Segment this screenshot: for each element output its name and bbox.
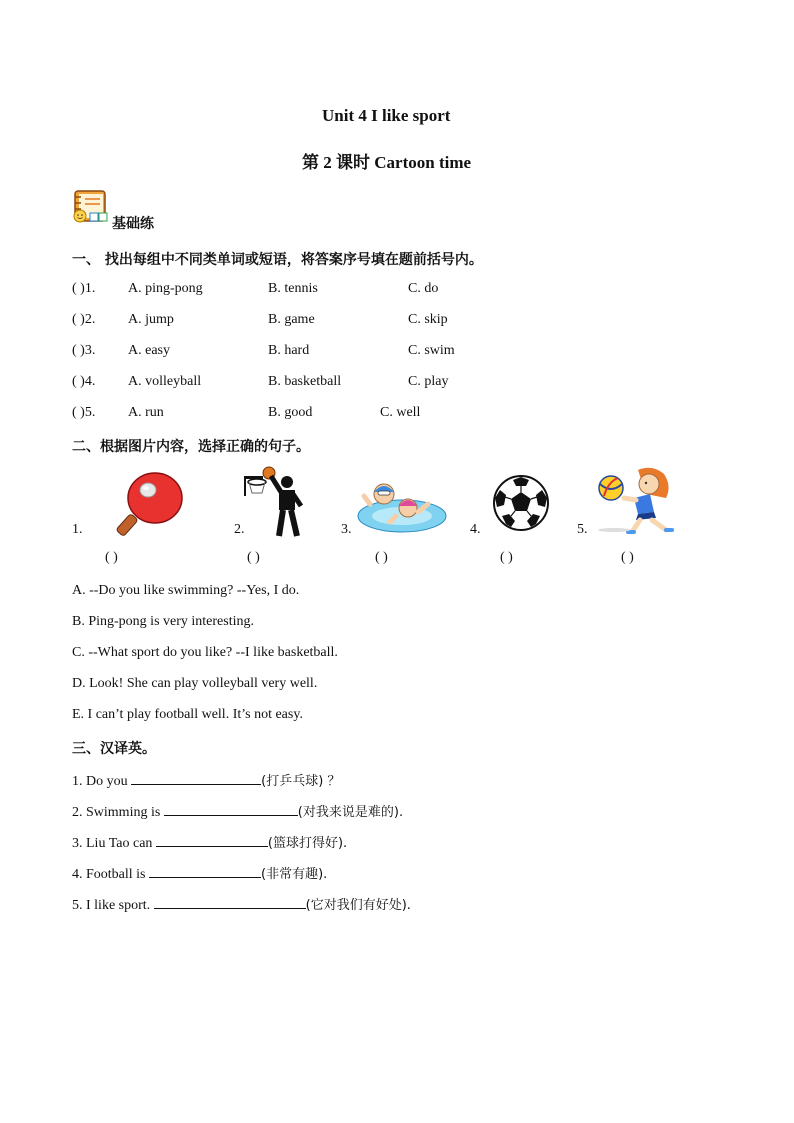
section1-heading: 一、 找出每组中不同类单词或短语，将答案序号填在题前括号内。 [72,252,483,268]
answer-blank: ( ) [500,550,513,565]
section2-heading: 二、根据图片内容，选择正确的句子。 [72,439,310,455]
sentence-option-b: B. Ping-pong is very interesting. [72,614,254,629]
swimming-kids-icon [356,474,448,536]
translation-item [72,894,411,914]
answer-line [154,896,306,909]
option-a: A. easy [128,343,170,358]
option-b: B. basketball [268,374,342,389]
picture-number: 5. [577,522,588,537]
sentence-option-e: E. I can’t play football well. It’s not easy. [72,707,303,722]
option-c: C. well [380,405,421,420]
picture-number: 2. [234,522,245,537]
answer-line [156,834,268,847]
answer-blank: ( ) [105,550,118,565]
option-c: C. play [408,374,449,389]
chinese-hint: (非常有趣). [261,867,328,882]
translation-item [72,801,403,821]
page-title: Unit 4 I like sport [322,106,451,125]
answer-line [164,803,298,816]
option-b: B. good [268,405,313,420]
chinese-hint: (打乒乓球) ？ [261,774,341,789]
option-a: A. volleyball [128,374,202,389]
chinese-hint: (对我来说是难的). [297,805,404,820]
answer-blank: ( ) [621,550,634,565]
badge-label: 基础练 [112,216,154,232]
chinese-hint: (它对我们有好处). [305,898,411,913]
answer-blank: ( ) [375,550,388,565]
question-number: ( )2. [72,312,96,327]
option-a: A. ping-pong [128,281,203,296]
sentence-option-d: D. Look! She can play volleyball very well. [72,676,318,691]
sentence-option-a: A. --Do you like swimming? --Yes, I do. [72,583,300,598]
question-number: ( )1. [72,281,96,296]
option-c: C. swim [408,343,455,358]
football-icon [492,474,550,532]
answer-line [131,772,261,785]
option-c: C. skip [408,312,448,327]
translation-item [72,863,327,883]
subtitle-text: 第 2 课时 Cartoon time [302,153,472,172]
chinese-hint: (篮球打得好). [267,836,348,851]
translation-prompt: 1. Do you [72,774,132,789]
option-b: B. game [268,312,315,327]
question-number: ( )3. [72,343,96,358]
translation-prompt: 4. Football is [72,867,150,882]
option-b: B. hard [268,343,310,358]
translation-item [72,770,340,790]
picture-number: 1. [72,522,83,537]
volleyball-girl-icon [594,464,678,536]
answer-line [149,865,261,878]
option-a: A. run [128,405,164,420]
sentence-option-c: C. --What sport do you like? --I like basketball. [72,645,338,660]
question-number: ( )5. [72,405,96,420]
translation-item [72,832,347,852]
answer-blank: ( ) [247,550,260,565]
option-a: A. jump [128,312,174,327]
section3-heading: 三、汉译英。 [72,741,156,757]
option-c: C. do [408,281,439,296]
translation-prompt: 3. Liu Tao can [72,836,156,851]
basketball-player-icon [243,466,313,538]
picture-number: 4. [470,522,481,537]
picture-number: 3. [341,522,352,537]
ping-pong-paddle-icon [110,468,190,538]
page-subtitle [302,148,471,173]
question-number: ( )4. [72,374,96,389]
option-b: B. tennis [268,281,318,296]
notebook-icon [72,188,112,226]
translation-prompt: 2. Swimming is [72,805,164,820]
translation-prompt: 5. I like sport. [72,898,154,913]
